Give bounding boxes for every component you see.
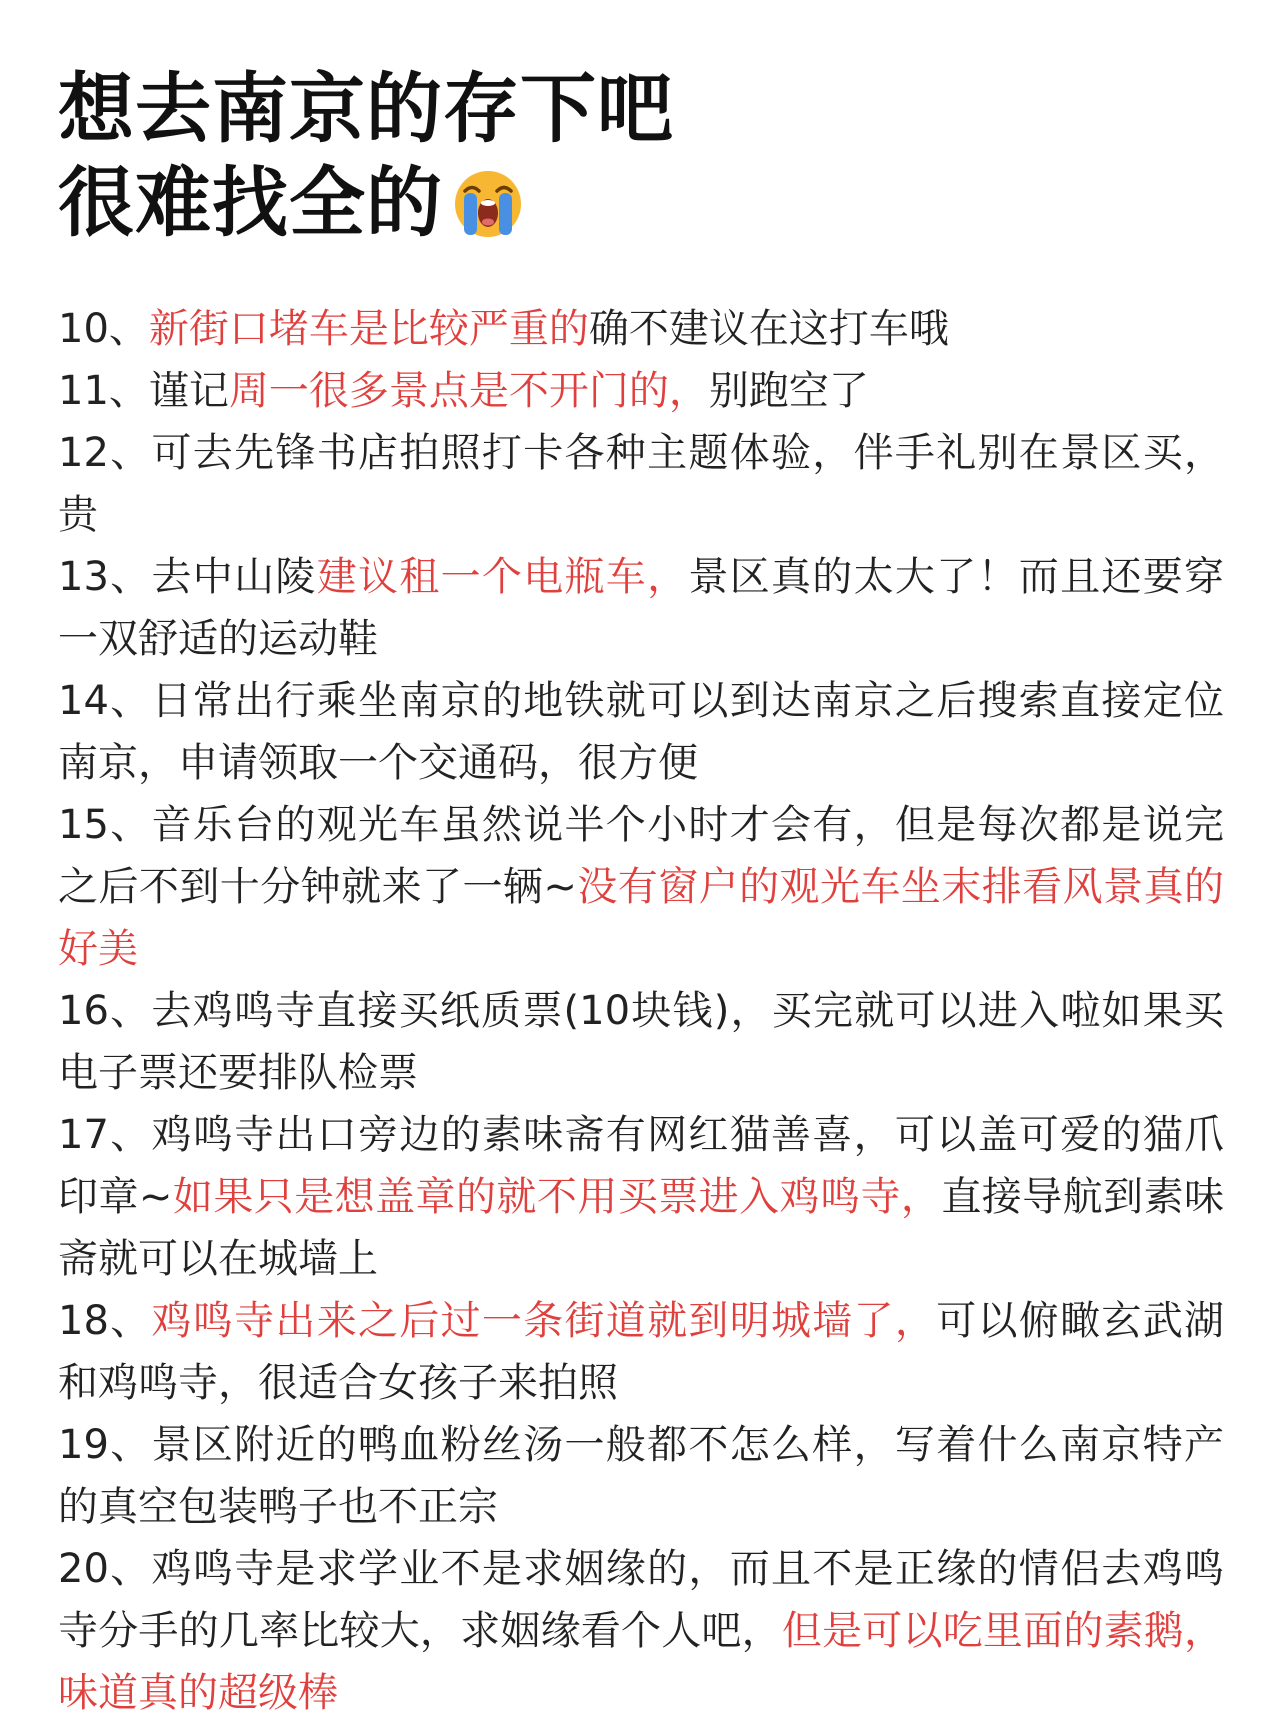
- tip-text: 12、可去先锋书店拍照打卡各种主题体验，伴手礼别在景区买，贵: [58, 430, 1224, 538]
- tip-text: 可以俯瞰玄武湖和鸡鸣寺，很适合女孩子来拍照: [58, 1298, 1225, 1406]
- tip-item: [58, 546, 1224, 670]
- loudly-crying-face-icon: [453, 166, 523, 260]
- title-line-2-text: 很难找全的: [58, 158, 443, 247]
- tip-item: [58, 360, 1224, 422]
- tip-text: 直接导航到素味斋就可以在城墙上: [58, 1174, 1225, 1282]
- tip-text: 16、去鸡鸣寺直接买纸质票(10块钱)，买完就可以进入啦如果买电子票还要排队检票: [58, 988, 1224, 1096]
- tip-highlight-text: 但是可以吃里面的素鹅，味道真的超级棒: [58, 1608, 1225, 1716]
- tip-item: [58, 298, 1224, 360]
- tip-highlight-text: 周一很多景点是不开门的，: [228, 368, 709, 414]
- tip-text: 20、鸡鸣寺是求学业不是求姻缘的，而且不是正缘的情侣去鸡鸣寺分手的几率比较大，求姻缘看个人吧，: [58, 1546, 1224, 1654]
- title-line-2: [58, 156, 1224, 260]
- tip-item: [58, 1104, 1224, 1290]
- tip-text: 15、音乐台的观光车虽然说半个小时才会有，但是每次都是说完之后不到十分钟就来了一辆~: [58, 802, 1224, 910]
- tip-item: [58, 1414, 1224, 1538]
- tips-list: [58, 298, 1224, 1724]
- tip-text: 14、日常出行乘坐南京的地铁就可以到达南京之后搜索直接定位南京，申请领取一个交通码，很方便: [58, 678, 1224, 786]
- tip-text: 景区真的太大了！而且还要穿一双舒适的运动鞋: [58, 554, 1225, 662]
- page-title: [58, 62, 1224, 260]
- tip-text: 17、鸡鸣寺出口旁边的素味斋有网红猫善喜，可以盖可爱的猫爪印章~: [58, 1112, 1224, 1220]
- tip-highlight-text: 新街口堵车是比较严重的: [148, 306, 589, 352]
- tip-text: 18、: [58, 1298, 152, 1344]
- tip-text: 13、去中山陵: [58, 554, 317, 600]
- tip-item: [58, 1290, 1224, 1414]
- tip-text: 19、景区附近的鸭血粉丝汤一般都不怎么样，写着什么南京特产的真空包装鸭子也不正宗: [58, 1422, 1224, 1530]
- tip-item: [58, 670, 1224, 794]
- tip-highlight-text: 鸡鸣寺出来之后过一条街道就到明城墙了，: [151, 1298, 937, 1344]
- tip-highlight-text: 如果只是想盖章的就不用买票进入鸡鸣寺，: [172, 1174, 942, 1220]
- title-line-1: 想去南京的存下吧: [58, 64, 674, 153]
- loudly-crying-face-svg: [453, 169, 523, 239]
- tip-highlight-text: 没有窗户的观光车坐末排看风景真的好美: [58, 864, 1225, 972]
- tip-text: 10、: [58, 306, 149, 352]
- tip-text: 别跑空了: [708, 368, 869, 414]
- tip-item: [58, 794, 1224, 980]
- tip-highlight-text: 建议租一个电瓶车，: [316, 554, 689, 600]
- tip-item: [58, 422, 1224, 546]
- tip-item: [58, 1538, 1224, 1724]
- tip-text: 确不建议在这打车哦: [588, 306, 949, 352]
- tip-item: [58, 980, 1224, 1104]
- tip-text: 11、谨记: [58, 368, 229, 414]
